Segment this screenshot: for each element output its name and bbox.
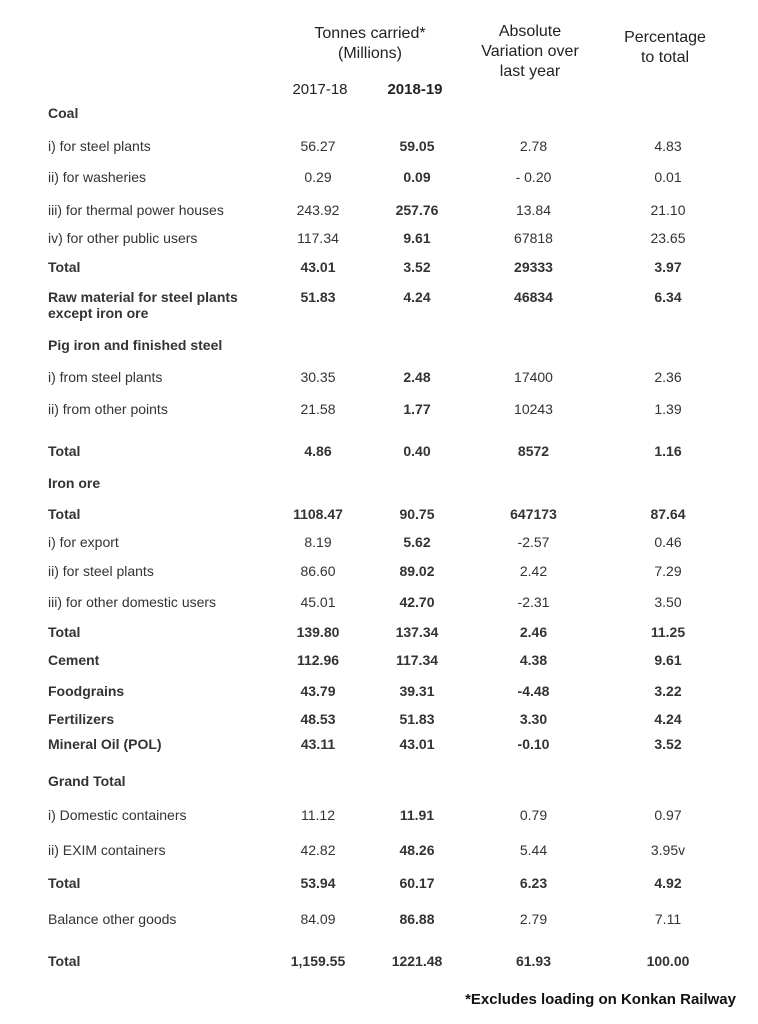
value-2018-19: 11.91 bbox=[399, 807, 435, 823]
row-label: Total bbox=[48, 953, 81, 969]
row-label: Raw material for steel plants except iron ore bbox=[48, 289, 238, 321]
row-label: i) for export bbox=[48, 534, 119, 550]
row-label: iv) for other public users bbox=[48, 230, 198, 246]
value-absolute-variation: 4.38 bbox=[519, 652, 548, 668]
row-label: Pig iron and finished steel bbox=[48, 337, 223, 353]
value-percentage: 3.50 bbox=[654, 594, 682, 610]
value-percentage: 4.83 bbox=[654, 138, 682, 154]
value-2018-19: 86.88 bbox=[399, 911, 435, 927]
row-label: Balance other goods bbox=[48, 911, 177, 927]
value-2018-19: 0.40 bbox=[403, 443, 431, 459]
row-label: i) from steel plants bbox=[48, 369, 163, 385]
table-row bbox=[0, 911, 758, 931]
value-2017-18: 45.01 bbox=[300, 594, 336, 610]
value-absolute-variation: 13.84 bbox=[515, 202, 552, 218]
table-row bbox=[0, 683, 758, 703]
value-percentage: 87.64 bbox=[650, 506, 686, 522]
table-row bbox=[0, 289, 758, 321]
value-2018-19: 59.05 bbox=[399, 138, 435, 154]
row-label: i) Domestic containers bbox=[48, 807, 187, 823]
table-row bbox=[0, 443, 758, 463]
value-absolute-variation: 3.30 bbox=[519, 711, 548, 727]
header-pct-line1: Percentage bbox=[624, 29, 706, 46]
value-2017-18: 1108.47 bbox=[293, 506, 343, 522]
value-percentage: 1.39 bbox=[654, 401, 682, 417]
row-label: Iron ore bbox=[48, 475, 101, 491]
value-absolute-variation: 2.42 bbox=[519, 563, 548, 579]
row-label: Total bbox=[48, 875, 81, 891]
value-percentage: 0.46 bbox=[654, 534, 682, 550]
value-percentage: 1.16 bbox=[654, 443, 682, 459]
value-percentage: 4.24 bbox=[654, 711, 682, 727]
value-2017-18: 53.94 bbox=[300, 875, 336, 891]
value-2018-19: 60.17 bbox=[399, 875, 435, 891]
value-absolute-variation: 67818 bbox=[514, 230, 553, 246]
header-tonnes-line2: (Millions) bbox=[338, 45, 402, 62]
value-2017-18: 139.80 bbox=[296, 624, 340, 640]
value-absolute-variation: 8572 bbox=[517, 443, 550, 459]
value-percentage: 2.36 bbox=[654, 369, 682, 385]
value-2018-19: 117.34 bbox=[395, 652, 439, 668]
table-row bbox=[0, 594, 758, 614]
value-percentage: 3.97 bbox=[654, 259, 682, 275]
value-2018-19: 1.77 bbox=[403, 401, 431, 417]
value-absolute-variation: 5.44 bbox=[519, 842, 548, 858]
row-label: ii) for washeries bbox=[48, 169, 147, 185]
header-abs-line1: Absolute bbox=[498, 23, 562, 40]
value-percentage: 3.95v bbox=[650, 842, 686, 858]
header-tonnes-line1: Tonnes carried* bbox=[314, 25, 426, 42]
value-percentage: 4.92 bbox=[654, 875, 682, 891]
value-2018-19: 89.02 bbox=[399, 563, 435, 579]
value-2018-19: 48.26 bbox=[399, 842, 435, 858]
value-2017-18: 86.60 bbox=[300, 563, 336, 579]
value-percentage: 3.52 bbox=[654, 736, 682, 752]
value-absolute-variation: 17400 bbox=[514, 369, 553, 385]
header-percentage bbox=[600, 28, 730, 68]
header-abs-line3: last year bbox=[499, 63, 561, 80]
table-row bbox=[0, 875, 758, 895]
header-absolute-variation bbox=[460, 22, 600, 82]
value-percentage: 0.97 bbox=[654, 807, 682, 823]
value-percentage: 100.00 bbox=[646, 953, 690, 969]
value-2018-19: 9.61 bbox=[403, 230, 431, 246]
value-percentage: 6.34 bbox=[654, 289, 682, 305]
value-2017-18: 8.19 bbox=[304, 534, 332, 550]
value-absolute-variation: -2.57 bbox=[517, 534, 550, 550]
value-2018-19: 90.75 bbox=[399, 506, 435, 522]
row-label: ii) EXIM containers bbox=[48, 842, 166, 858]
row-label: Cement bbox=[48, 652, 100, 668]
value-2018-19: 1221.48 bbox=[391, 953, 443, 969]
row-label: Mineral Oil (POL) bbox=[48, 736, 162, 752]
value-2018-19: 257.76 bbox=[395, 202, 439, 218]
row-label: iii) for other domestic users bbox=[48, 594, 217, 610]
table-row bbox=[0, 624, 758, 644]
row-label: ii) from other points bbox=[48, 401, 168, 417]
value-absolute-variation: 6.23 bbox=[519, 875, 548, 891]
row-label: Grand Total bbox=[48, 773, 126, 789]
value-2017-18: 43.11 bbox=[300, 736, 336, 752]
row-label: Coal bbox=[48, 105, 79, 121]
value-2017-18: 51.83 bbox=[300, 289, 336, 305]
value-2018-19: 3.52 bbox=[403, 259, 431, 275]
value-absolute-variation: 2.78 bbox=[519, 138, 548, 154]
row-label: Foodgrains bbox=[48, 683, 125, 699]
value-2018-19: 2.48 bbox=[403, 369, 431, 385]
table-row bbox=[0, 652, 758, 672]
value-percentage: 9.61 bbox=[654, 652, 682, 668]
value-absolute-variation: 10243 bbox=[514, 401, 553, 417]
table-row bbox=[0, 369, 758, 389]
value-2017-18: 1,159.55 bbox=[290, 953, 346, 969]
row-label: iii) for thermal power houses bbox=[48, 202, 224, 218]
row-label: Total bbox=[48, 259, 81, 275]
value-2018-19: 43.01 bbox=[399, 736, 435, 752]
value-absolute-variation: 2.79 bbox=[519, 911, 548, 927]
value-absolute-variation: -4.48 bbox=[517, 683, 550, 699]
row-label: Total bbox=[48, 624, 81, 640]
value-2018-19: 4.24 bbox=[403, 289, 431, 305]
row-label: Fertilizers bbox=[48, 711, 115, 727]
value-absolute-variation: 46834 bbox=[514, 289, 553, 305]
value-2018-19: 0.09 bbox=[403, 169, 431, 185]
table-row bbox=[0, 953, 758, 973]
table-row bbox=[0, 138, 758, 158]
value-absolute-variation: -2.31 bbox=[517, 594, 550, 610]
value-absolute-variation: 0.79 bbox=[519, 807, 548, 823]
value-percentage: 23.65 bbox=[650, 230, 686, 246]
value-2017-18: 43.01 bbox=[300, 259, 336, 275]
value-absolute-variation: 647173 bbox=[510, 506, 557, 522]
value-percentage: 21.10 bbox=[650, 202, 686, 218]
value-2017-18: 84.09 bbox=[300, 911, 336, 927]
value-percentage: 7.29 bbox=[654, 563, 682, 579]
row-label: Total bbox=[48, 506, 81, 522]
table-row bbox=[0, 534, 758, 554]
table-row bbox=[0, 807, 758, 827]
table-row bbox=[0, 230, 758, 250]
value-percentage: 3.22 bbox=[654, 683, 682, 699]
value-2018-19: 137.34 bbox=[395, 624, 439, 640]
table-row bbox=[0, 842, 758, 862]
value-2017-18: 117.34 bbox=[297, 230, 339, 246]
value-2017-18: 112.96 bbox=[296, 652, 340, 668]
value-2017-18: 11.12 bbox=[301, 807, 335, 823]
header-pct-line2: to total bbox=[640, 49, 690, 66]
value-2017-18: 42.82 bbox=[300, 842, 336, 858]
header-year-2017-18: 2017-18 bbox=[292, 81, 348, 98]
value-2017-18: 56.27 bbox=[300, 138, 336, 154]
table-row bbox=[0, 711, 758, 731]
value-absolute-variation: -0.10 bbox=[517, 736, 550, 752]
value-2018-19: 39.31 bbox=[399, 683, 435, 699]
header-abs-line2: Variation over bbox=[481, 43, 579, 60]
value-2017-18: 243.92 bbox=[296, 202, 340, 218]
section-heading-row bbox=[0, 475, 758, 495]
value-2017-18: 21.58 bbox=[300, 401, 336, 417]
row-label: ii) for steel plants bbox=[48, 563, 154, 579]
header-year-2018-19: 2018-19 bbox=[387, 81, 443, 98]
table-row bbox=[0, 506, 758, 526]
table-row bbox=[0, 563, 758, 583]
value-2017-18: 4.86 bbox=[304, 443, 332, 459]
table-row bbox=[0, 259, 758, 279]
value-absolute-variation: 29333 bbox=[514, 259, 553, 275]
value-2017-18: 43.79 bbox=[300, 683, 336, 699]
value-percentage: 11.25 bbox=[650, 624, 686, 640]
value-2017-18: 0.29 bbox=[304, 169, 332, 185]
value-2017-18: 48.53 bbox=[300, 711, 336, 727]
value-percentage: 0.01 bbox=[654, 169, 682, 185]
table-row bbox=[0, 169, 758, 189]
value-percentage: 7.11 bbox=[654, 911, 682, 927]
value-2018-19: 5.62 bbox=[403, 534, 431, 550]
value-absolute-variation: 2.46 bbox=[519, 624, 548, 640]
section-heading-row bbox=[0, 773, 758, 793]
section-heading-row bbox=[0, 105, 758, 125]
section-heading-row bbox=[0, 337, 758, 357]
value-2018-19: 42.70 bbox=[399, 594, 435, 610]
row-label: i) for steel plants bbox=[48, 138, 151, 154]
table-row bbox=[0, 202, 758, 222]
value-absolute-variation: 61.93 bbox=[515, 953, 552, 969]
footnote: *Excludes loading on Konkan Railway bbox=[465, 991, 736, 1008]
value-2017-18: 30.35 bbox=[300, 369, 336, 385]
row-label: Total bbox=[48, 443, 81, 459]
header-tonnes-carried bbox=[280, 24, 460, 64]
value-absolute-variation: - 0.20 bbox=[515, 169, 552, 185]
value-2018-19: 51.83 bbox=[399, 711, 435, 727]
table-row bbox=[0, 736, 758, 756]
table-row bbox=[0, 401, 758, 421]
